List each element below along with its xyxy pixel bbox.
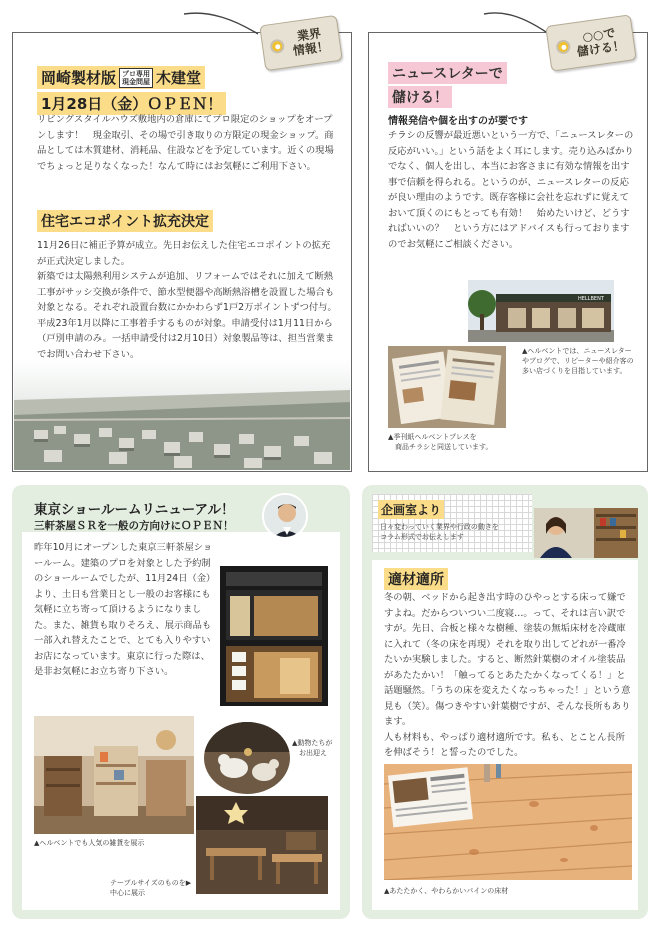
- store-sign-text: HELLBENT: [578, 296, 604, 302]
- column-header-sub: 日々変わっていく業界や行政の動きを コラム形式でお伝えします: [380, 523, 499, 541]
- caption-floor: ▲あたたかく、やわらかいパインの床材: [384, 887, 509, 895]
- aerial-town-photo: [14, 360, 350, 470]
- caption-shelves: ▲ヘルベントでも人気の雑貨を展示: [34, 839, 145, 847]
- staff-portrait-photo: [262, 493, 308, 539]
- column-header: [372, 494, 532, 552]
- tag-text: ○○で 儲ける！: [576, 25, 626, 59]
- title-part2: 木建堂: [156, 69, 202, 87]
- article-cashstore-body: リビングスタイルハウズ敷地内の倉庫にてプロ限定のショップをオープンします！ 現金取引、その場で引き取りの方限定の現金ショップ。商品としては木質建材、消耗品、住設などを予定しています。近くの現場でちょっと足りなくなった！なんて時にはお気軽にご利用下さい。: [37, 114, 334, 172]
- tables-photo: [196, 796, 328, 894]
- tag-text: 業界 情報！: [292, 26, 330, 59]
- caption-store: ▲ヘルベントでは、ニュースレターやブログで、リピーターや紹介客の多い店づくりを目指しています。: [522, 347, 634, 375]
- caption-animals: ▲動物たちが お出迎え: [292, 739, 333, 757]
- article-ecopoint-body: 11月26日に補正予算が成立。先日お伝えした住宅エコポイントの拡充が正式決定しました。 新築では太陽熱利用システムが追加、リフォームではそれに加えて断熱工事がサッシ交換が条件で、節水型便器や高断熱浴槽を設置した場合も対象となる。それぞれ設置台数にかかわらず1戸2万ポイントずつ付与。平成23年1月以降に工事着手するものが対象。申請受付は1月11日から（戸別申請のみ。一括申請受付は2月10日）対象製品等は、担当営業までお問い合わせ下さい。: [37, 240, 337, 360]
- animals-photo: [204, 722, 290, 794]
- shelves-photo: [34, 716, 194, 834]
- column-body: 冬の朝、ベッドから起き出す時のひやっとする床って嫌ですよね。だからついつい二度寝…。って、それは言い訳ですが。先日、合板と様々な樹種、塗装の無垢床材を冷蔵庫に入れて（冬の床を再現）それを取り出してどれが一番冷たいか実験しました。すると、断然針葉樹のオイル塗装品があたたかい！「触ってるとあたたかくなってくる！」と話題騒然。「うちの床を変えたくなっちゃった！」という意見も（笑）。傷つきやすい針葉樹ですが、そんな長所もあります。 人も材料も、やっぱり適材適所です。私も、とことん長所を伸ばそう！と誓ったのでした。: [384, 592, 631, 758]
- newsletter-body: チラシの反響が最近悪いという一方で、「ニュースレターの反応がいい。」という話をよく耳にします。売り込みばかりでなく、個人を出し、本当にお客さまに有効な情報を出す事で信頼を得られる。というのが、ニュースレターの反応が良い理由のようです。既存客様に会社を忘れずに覚えておいて頂くのにもとっても有効！ 始めたいけど、どうすればいいの？ という方にはアドバイスも行っておりますのでお気軽にご相談ください。: [388, 130, 634, 250]
- article-ecopoint-title: 住宅エコポイント拡充決定: [37, 210, 213, 232]
- showroom-exterior-photo: [220, 566, 328, 706]
- store-photo: [468, 280, 614, 342]
- column-title: 適材適所: [384, 568, 448, 590]
- showroom-body: 昨年10月にオープンした東京三軒茶屋ショールーム。建築のプロを対象とした予約制のショールームでしたが、11月24日（金）より、土日も営業日とし一般のお客様にも気軽に立ち寄って頂けるようになりました。また、雑貨も取りそろえ、展示商品も一部入れ替えたことで、とても入りやすいお店になっています。東京に行った際は、是非お気軽にお立ち寄り下さい。: [34, 542, 213, 677]
- title-line2: 1月28日（金）ＯＰＥＮ！: [37, 92, 226, 115]
- caption-papers: ▲季刊紙ヘルベントプレスを 商品チラシと同送しています。: [388, 433, 493, 451]
- title-part1: 岡崎製材版: [41, 69, 117, 87]
- column-header-title: 企画室より: [378, 500, 444, 519]
- caption-tables: テーブルサイズのものを▶ 中心に展示: [110, 879, 192, 897]
- newsletter-title: ニュースレターで 儲ける！: [388, 62, 507, 108]
- showroom-title: 東京ショールームリニューアル！: [34, 502, 235, 518]
- showroom-subtitle: 三軒茶屋ＳＲを一般の方向けにＯＰＥＮ！: [34, 520, 234, 532]
- title-box: プロ専用 現金問屋: [119, 68, 153, 88]
- newsletter-subtitle: 情報発信や個を出すのが要です: [388, 116, 528, 127]
- article-cashstore-title: [37, 66, 307, 115]
- pine-floor-photo: [384, 764, 632, 880]
- newsletter-papers-photo: [388, 346, 506, 428]
- planner-photo: [534, 508, 638, 558]
